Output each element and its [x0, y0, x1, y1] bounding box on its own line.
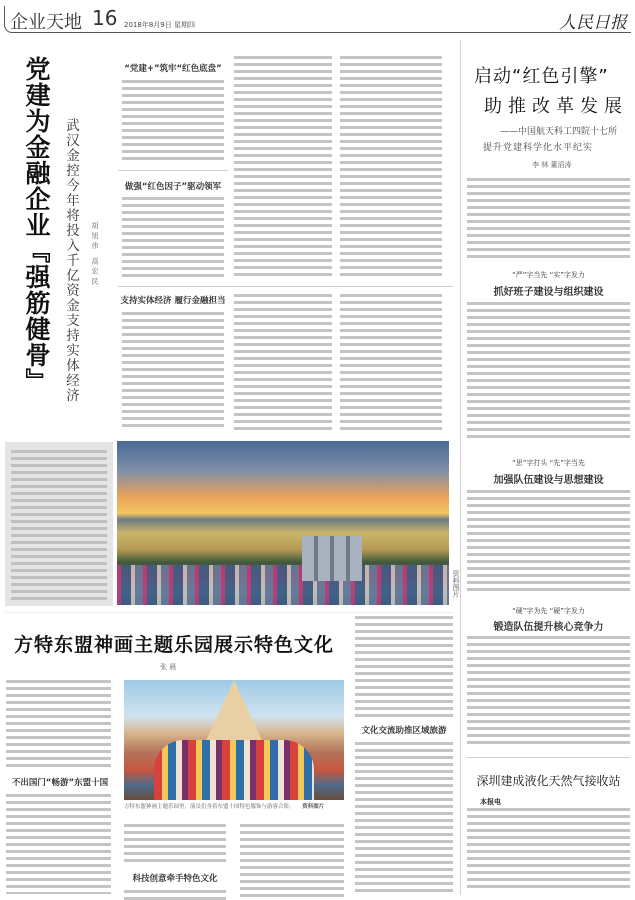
- bottom-subhead-2: 科技创意牵手特色文化: [132, 874, 218, 884]
- lead-summary-text: [11, 450, 107, 600]
- right-kicker-2: “思”字打头 “先”字当先: [512, 459, 585, 467]
- divider: [118, 286, 453, 287]
- lead-column-2b: [234, 294, 332, 430]
- bottom-headline: 方特东盟神画主题乐园展示特色文化: [14, 634, 335, 656]
- lead-headline: 党建为金融企业『强筋健骨』: [22, 56, 51, 394]
- lead-column-2a: [234, 56, 332, 276]
- divider: [5, 612, 453, 613]
- bottom-column-3: [240, 824, 344, 900]
- right-text-2: [467, 302, 630, 440]
- port-silos: [302, 536, 362, 581]
- right-kicker-1: “严”字当先 “实”字发力: [512, 271, 585, 279]
- performers: [154, 740, 314, 800]
- bottom-subhead-1: 不出国门“畅游”东盟十国: [11, 778, 109, 788]
- masthead: [0, 0, 635, 36]
- bottom-column-4a: [355, 616, 453, 718]
- right-text-4: [467, 636, 630, 744]
- pavilion-roof: [204, 680, 264, 745]
- bottom-column-1a: [6, 680, 111, 768]
- port-photo-credit: 资料图片: [452, 570, 460, 598]
- lead-byline: 胡旭伟 高宏民: [91, 222, 99, 288]
- bottom-byline: 张 晨: [160, 663, 177, 671]
- lead-column-3a: [340, 56, 442, 276]
- caption-credit: 资料图片: [302, 804, 325, 810]
- right-section-title-1: 抓好班子建设与组织建设: [493, 287, 604, 298]
- bottom-column-1b: [6, 794, 111, 894]
- right-kicker-3: “硬”字为先 “硬”字发力: [512, 607, 585, 615]
- right-subtitle-2: 提升党建科学化水平纪实: [483, 143, 594, 153]
- lead-column-1a: [122, 80, 224, 162]
- newspaper-logo: 人民日报: [559, 13, 627, 33]
- lead-column-3b: [340, 294, 442, 430]
- column-divider: [460, 40, 461, 895]
- right-text-1: [467, 178, 630, 260]
- lead-subheadline: 武汉金控今年将投入千亿资金支持实体经济: [63, 118, 79, 403]
- page-number: 16: [92, 6, 118, 30]
- section-title: 企业天地: [10, 12, 82, 33]
- lead-subhead-2: 做强“红色因子”驱动领军: [124, 182, 222, 192]
- lead-subhead-1: “党建+”筑牢“红色底盘”: [124, 64, 222, 74]
- theme-park-photo: [124, 680, 344, 800]
- divider: [467, 757, 630, 758]
- theme-park-photo-caption: [124, 804, 344, 811]
- right-byline: 李 林 董滔涛: [532, 161, 572, 169]
- right-section-title-2: 加强队伍建设与思想建设: [493, 475, 604, 486]
- right-subtitle-1: ——中国航天科工四院十七所: [500, 127, 618, 137]
- port-photo: [117, 441, 449, 605]
- brief-dateline: 本报电: [480, 798, 501, 806]
- bottom-column-2b: [124, 890, 226, 900]
- brief-headline: 深圳建成液化天然气接收站: [476, 774, 621, 788]
- right-section-title-3: 锻造队伍提升核心竞争力: [493, 622, 604, 633]
- bottom-column-4b: [355, 742, 453, 896]
- lead-column-1b: [122, 197, 224, 277]
- divider: [118, 170, 228, 171]
- issue-date: 2018年8月9日 星期四: [124, 21, 195, 29]
- bottom-subhead-3: 文化交流助推区域旅游: [361, 726, 447, 736]
- bottom-column-2a: [124, 824, 226, 864]
- brief-text: [467, 808, 630, 892]
- right-headline-2: 助推改革发展: [484, 96, 628, 117]
- port-cranes: [117, 565, 449, 605]
- caption-text: 方特东盟神画主题乐园里，演员们身着东盟十国特色服饰与游客合影。: [124, 804, 295, 810]
- lead-column-1c: [122, 312, 224, 430]
- right-headline-1: 启动“红色引擎”: [474, 66, 609, 87]
- lead-summary-box: [5, 442, 113, 606]
- right-text-3: [467, 490, 630, 595]
- lead-subhead-3: 支持实体经济 履行金融担当: [120, 296, 226, 306]
